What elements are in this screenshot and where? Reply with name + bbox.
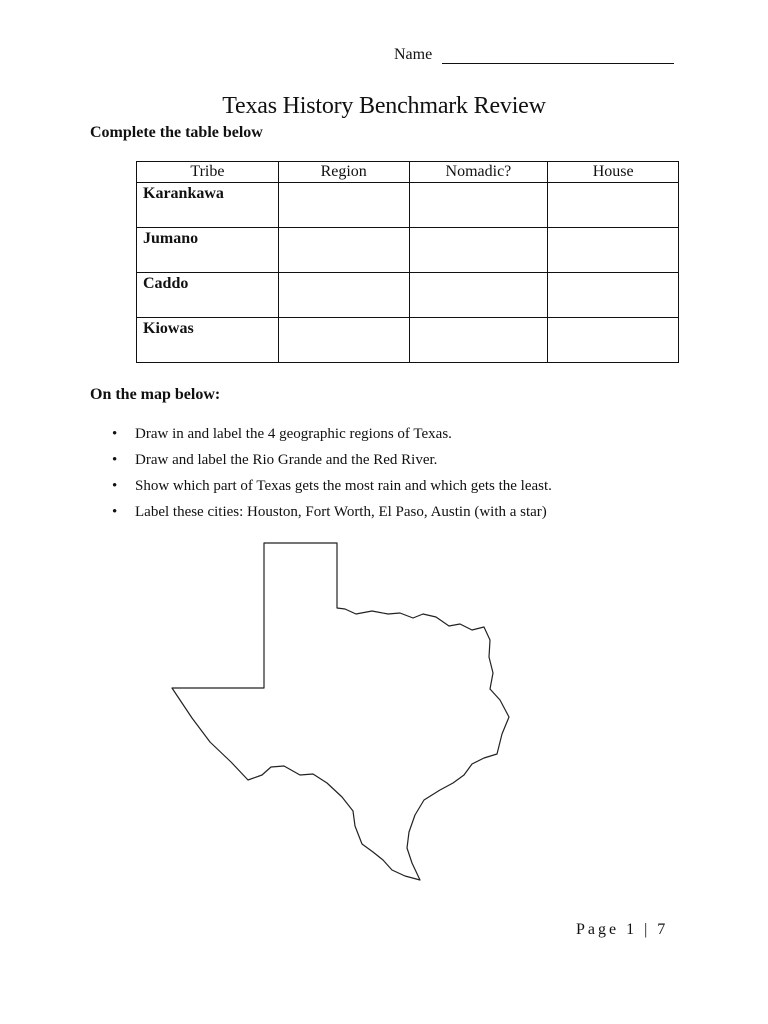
bullet-icon: • [112,504,118,520]
task-text: Draw and label the Rio Grande and the Red River. [135,452,438,468]
bullet-icon: • [112,426,118,442]
texas-map-outline[interactable] [172,543,509,880]
task-text: Label these cities: Houston, Fort Worth, El Paso, Austin (with a star) [135,504,547,520]
column-header-region: Region [278,162,409,183]
tribe-name-cell: Kiowas [137,318,279,363]
table-instructions: Complete the table below [90,124,263,141]
bullet-icon: • [112,452,118,468]
tribe-name-cell: Karankawa [137,183,279,228]
name-label: Name [394,46,433,63]
tribe-name-cell: Jumano [137,228,279,273]
page-title: Texas History Benchmark Review [222,93,546,119]
column-header-nomadic: Nomadic? [409,162,548,183]
task-text: Show which part of Texas gets the most rain and which gets the least. [135,478,552,494]
bullet-icon: • [112,478,118,494]
task-text: Draw in and label the 4 geographic regions of Texas. [135,426,452,442]
tribe-name-cell: Caddo [137,273,279,318]
column-header-house: House [548,162,679,183]
column-header-tribe: Tribe [137,162,279,183]
page-number: Page 1 | 7 [576,921,669,938]
map-instructions-heading: On the map below: [90,386,221,403]
